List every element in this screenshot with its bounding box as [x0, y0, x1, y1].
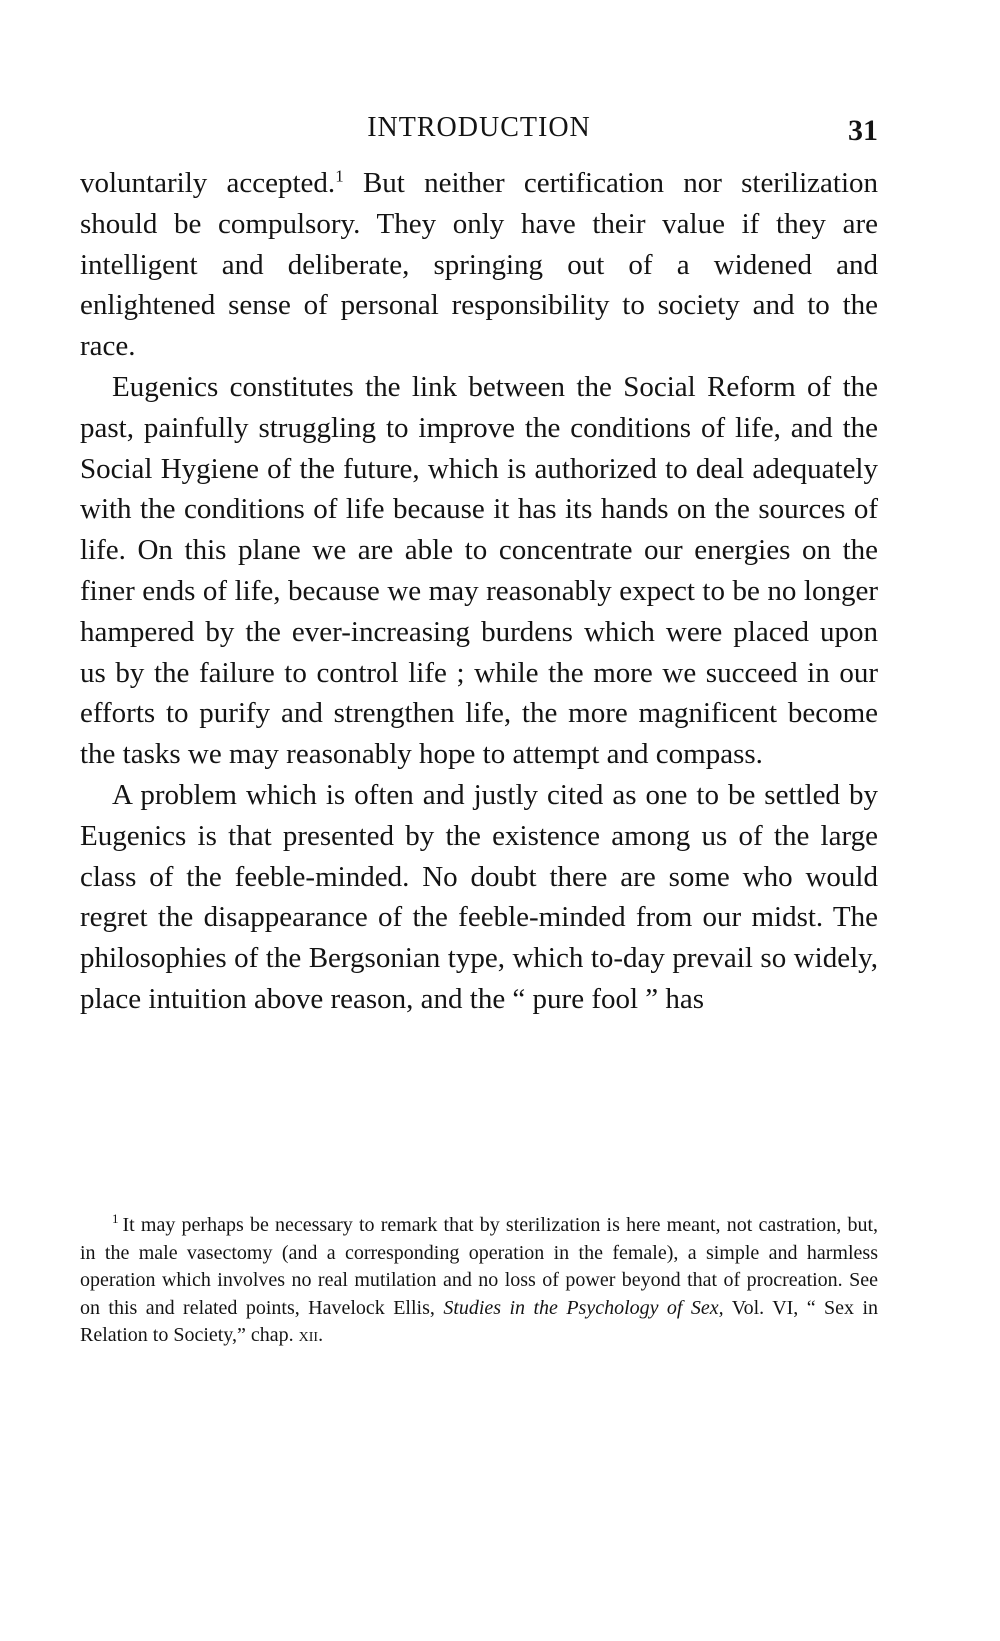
page-number: 31	[848, 114, 878, 147]
footnote-text-continued: Vol. VI, “ Sex in Relation to Society,” chap.	[80, 1296, 878, 1346]
paragraph-eugenics-link: Eugenics constitutes the link between the Social Reform of the past, painfully struggling to improve the conditions of life, and the Social Hygiene of the future, which is authorized to deal adequately with the conditions of life because it has its hands on the sources of life. On this plane we are able to concentrate our energies on the finer ends of life, because we may reasonably expect to be no longer hampered by the ever-increasing burdens which were placed upon us by the failure to control life ; while the more we succeed in our efforts to purify and strengthen life, the more magnificent become the tasks we may reasonably hope to attempt and compass.	[80, 370, 878, 771]
paragraph-text-continued: But neither certification nor sterilization should be compulsory. They only have their value if they are intelligent and deliberate, springing out of a widened and enlightened sense of personal responsibility to society and to the race.	[80, 167, 878, 363]
paragraph-feeble-minded: A problem which is often and justly cited as one to be settled by Eugenics is that presented by the existence among us of the large class of the feeble-minded. No doubt there are some who would regret the disappearance of the feeble-minded from our midst. The philosophies of the Bergsonian type, which to-day prevail so widely, place intuition above reason, and the “ pure fool ” has	[80, 778, 878, 1015]
running-title: INTRODUCTION	[367, 112, 591, 143]
footnote-marker: 1	[112, 1211, 119, 1227]
footnote	[80, 1212, 878, 1350]
footnote-chapter-numeral: xii.	[298, 1324, 324, 1346]
running-head	[80, 108, 878, 148]
paragraph-continuation	[80, 163, 878, 367]
footnote-text: It may perhaps be necessary to remark that by sterilization is here meant, not castration, but, in the male vasectomy (and a corresponding operation in the female), a simple and harmless operation which involves no real mutilation and no loss of power beyond that of procreation. See on this and related points, Havelock Ellis,	[80, 1214, 878, 1319]
footnote-book-title: Studies in the Psychology of Sex,	[443, 1296, 724, 1319]
body-text	[80, 163, 878, 1020]
footnote-reference: 1	[335, 166, 344, 186]
paragraph-text: voluntarily accepted.	[80, 167, 336, 199]
